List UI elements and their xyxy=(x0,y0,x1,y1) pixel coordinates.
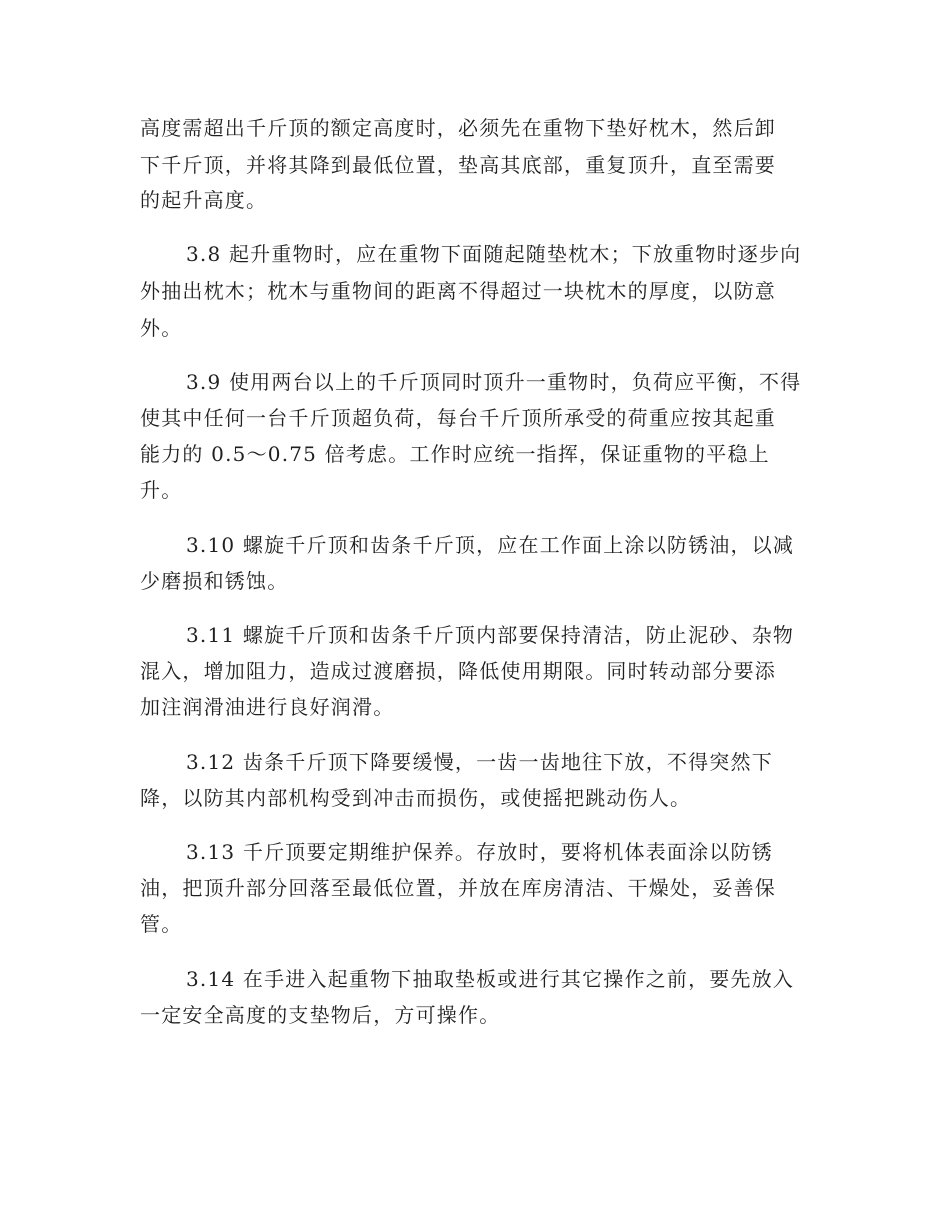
text-line: 3.9 使用两台以上的千斤顶同时顶升一重物时，负荷应平衡，不得 xyxy=(186,370,802,394)
text-line: 高度需超出千斤顶的额定高度时，必须先在重物下垫好枕木，然后卸 xyxy=(140,116,776,140)
text-line: 油，把顶升部分回落至最低位置，并放在库房清洁、干燥处，妥善保 xyxy=(140,876,776,900)
text-line: 加注润滑油进行良好润滑。 xyxy=(140,695,395,719)
text-line: 混入，增加阻力，造成过渡磨损，降低使用期限。同时转动部分要添 xyxy=(140,659,776,683)
text-line: 一定安全高度的支垫物后，方可操作。 xyxy=(140,1003,501,1027)
text-line: 使其中任何一台千斤顶超负荷，每台千斤顶所承受的荷重应按其起重 xyxy=(140,406,776,430)
text-line: 3.8 起升重物时，应在重物下面随起随垫枕木；下放重物时逐步向 xyxy=(186,242,802,266)
text-line: 3.11 螺旋千斤顶和齿条千斤顶内部要保持清洁，防止泥砂、杂物 xyxy=(186,623,795,647)
text-line: 的起升高度。 xyxy=(140,188,268,212)
text-line: 3.12 齿条千斤顶下降要缓慢，一齿一齿地往下放，不得突然下 xyxy=(186,750,773,774)
text-line: 3.13 千斤顶要定期维护保养。存放时，要将机体表面涂以防锈 xyxy=(186,840,773,864)
text-line: 下千斤顶，并将其降到最低位置，垫高其底部，重复顶升，直至需要 xyxy=(140,153,776,177)
text-line: 管。 xyxy=(140,912,183,936)
text-line: 能力的 0.5～0.75 倍考虑。工作时应统一指挥，保证重物的平稳上 xyxy=(140,442,770,466)
text-line: 3.10 螺旋千斤顶和齿条千斤顶，应在工作面上涂以防锈油，以减 xyxy=(186,533,795,557)
text-line: 外抽出枕木；枕木与重物间的距离不得超过一块枕木的厚度，以防意 xyxy=(140,279,776,303)
text-line: 外。 xyxy=(140,316,183,340)
text-line: 降，以防其内部机构受到冲击而损伤，或使摇把跳动伤人。 xyxy=(140,786,692,810)
text-line: 3.14 在手进入起重物下抽取垫板或进行其它操作之前，要先放入 xyxy=(186,967,795,991)
text-line: 少磨损和锈蚀。 xyxy=(140,569,289,593)
text-line: 升。 xyxy=(140,478,183,502)
